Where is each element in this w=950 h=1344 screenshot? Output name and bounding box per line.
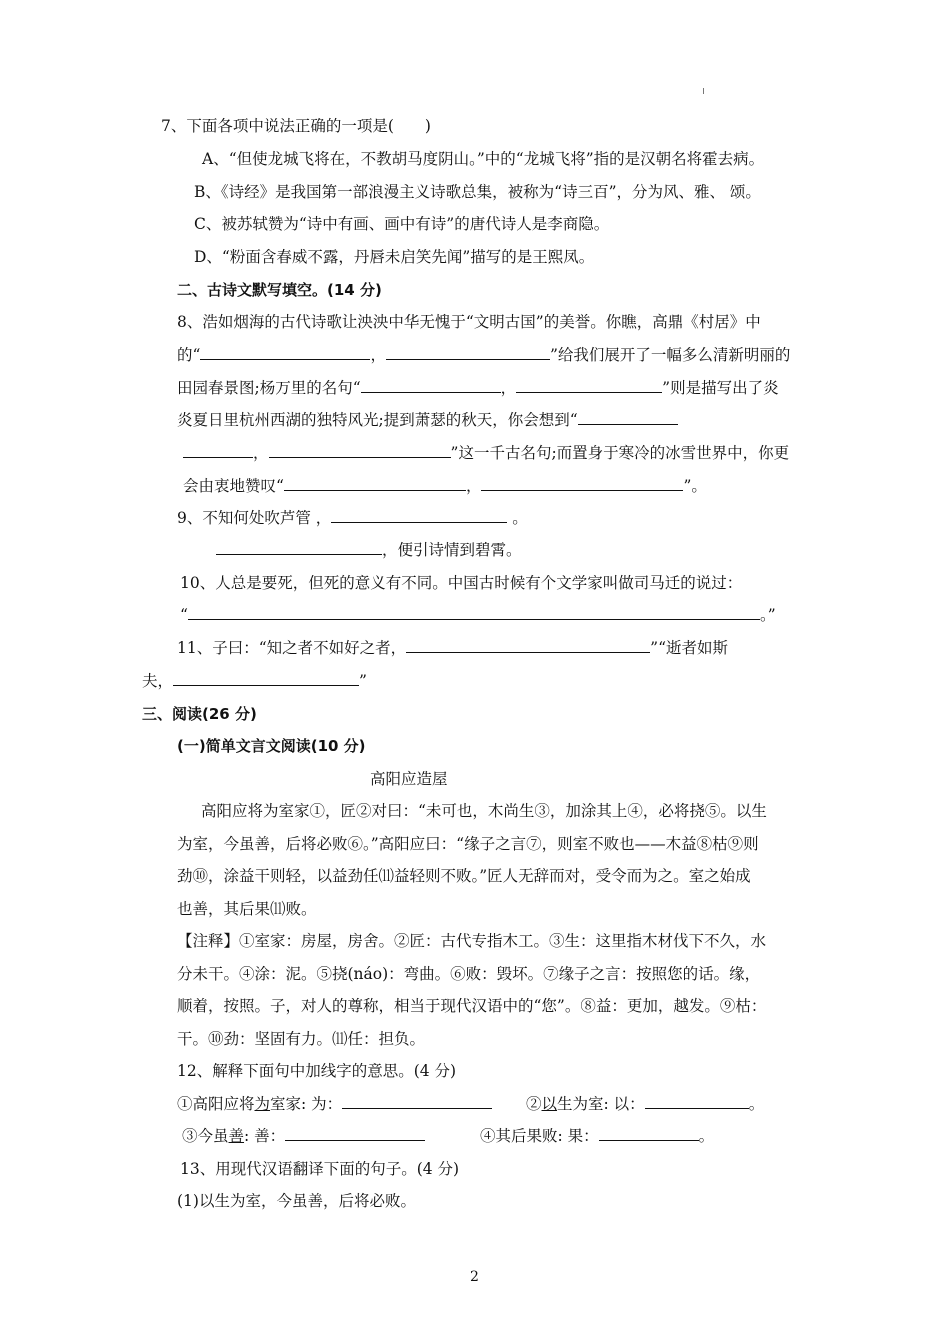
q8-line-4: 炎夏日里杭州西湖的独特风光;提到萧瑟的秋天，你会想到“ — [177, 409, 678, 431]
q12-blank-3[interactable] — [285, 1126, 425, 1141]
q12-blank-1[interactable] — [342, 1094, 492, 1109]
notes-line-2: 分未干。④涂：泥。⑤挠(náo)：弯曲。⑥败：毁坏。⑦缘子之言：按照您的话。缘， — [177, 965, 761, 983]
section-3-subtitle: (一)简单文言文阅读(10 分) — [177, 737, 366, 755]
q7-option-a: A、“但使龙城飞将在，不教胡马度阴山。”中的“龙城飞将”指的是汉朝名将霍去病。 — [202, 150, 765, 168]
q9-blank-1[interactable] — [331, 508, 507, 523]
q12-item-4: ④其后果败: 果： 。 — [480, 1127, 715, 1145]
q8-blank-6[interactable] — [269, 443, 451, 458]
passage-line-2: 为室，今虽善，后将必败⑥。”高阳应曰：“缘子之言⑦，则室不败也——木益⑧枯⑨则 — [177, 835, 759, 853]
q9-line-1: 9、不知何处吹芦管 ， 。 — [177, 509, 528, 527]
q12-blank-2[interactable] — [645, 1094, 749, 1109]
notes-line-4: 干。⑩劲：坚固有力。⑾任：担负。 — [177, 1030, 426, 1048]
q12-item-2: ②以生为室: 以： 。 — [526, 1095, 765, 1113]
notes-line-3: 顺着，按照。子，对人的尊称，相当于现代汉语中的“您”。⑧益：更加，越发。⑨枯： — [177, 997, 767, 1015]
q13-stem: 13、用现代汉语翻译下面的句子。(4 分) — [180, 1160, 460, 1178]
q8-blank-5b[interactable] — [183, 443, 253, 458]
q13-sentence-1: (1)以生为室，今虽善，后将必败。 — [177, 1192, 416, 1210]
q8-blank-2[interactable] — [386, 345, 550, 360]
passage-line-3: 劲⑩，涂益干则轻，以益劲任⑾益轻则不败。”匠人无辞而对，受令而为之。室之始成 — [177, 867, 751, 885]
q7-option-b: B、《诗经》是我国第一部浪漫主义诗歌总集，被称为“诗三百”，分为风、雅、 颂。 — [194, 183, 761, 201]
passage-line-4: 也善，其后果⑾败。 — [177, 900, 317, 918]
q8-blank-8[interactable] — [481, 476, 683, 491]
q10-line-1: 10、人总是要死，但死的意义有不同。中国古时候有个文学家叫做司马迁的说过： — [180, 574, 743, 592]
q8-blank-3[interactable] — [361, 378, 501, 393]
section-3-title: 三、阅读(26 分) — [142, 705, 257, 723]
passage-line-1: 高阳应将为室家①，匠②对曰：“未可也，木尚生③，加涂其上④，必将挠⑤。以生 — [201, 802, 767, 820]
section-2-title: 二、古诗文默写填空。(14 分) — [177, 281, 382, 299]
q8-blank-5a[interactable] — [578, 410, 678, 425]
header-mark — [703, 88, 704, 94]
page-number: 2 — [470, 1269, 479, 1285]
q7-option-d: D、“粉面含春威不露，丹唇未启笑先闻”描写的是王熙凤。 — [194, 248, 595, 266]
q12-blank-4[interactable] — [599, 1126, 699, 1141]
q8-line-6: 会由衷地赞叹“ ， ”。 — [183, 477, 707, 495]
q12-item-3: ③今虽善: 善： — [182, 1125, 425, 1147]
q12-item-1: ①高阳应将为室家: 为： — [177, 1093, 492, 1115]
passage-title: 高阳应造屋 — [370, 770, 448, 788]
q12-stem: 12、解释下面句中加线字的意思。(4 分) — [177, 1062, 457, 1080]
q8-blank-1[interactable] — [200, 345, 370, 360]
q10-blank[interactable] — [188, 605, 760, 620]
q8-line-3: 田园春景图;杨万里的名句“ ， ”则是描写出了炎 — [177, 379, 779, 397]
q11-line-1: 11、子曰：“知之者不如好之者， ”“逝者如斯 — [177, 639, 729, 657]
q8-blank-7[interactable] — [284, 476, 466, 491]
q8-line-5: ， ”这一千古名句;而置身于寒冷的冰雪世界中，你更 — [183, 442, 789, 464]
q7-stem: 7、下面各项中说法正确的一项是( ) — [161, 117, 431, 135]
q8-line-2: 的“ ， ”给我们展开了一幅多么清新明丽的 — [177, 346, 791, 364]
q11-blank-2[interactable] — [173, 671, 359, 686]
notes-line-1: 【注释】①室家：房屋，房舍。②匠：古代专指木工。③生：这里指木材伐下不久，水 — [177, 932, 767, 950]
q8-line-1: 8、浩如烟海的古代诗歌让泱泱中华无愧于“文明古国”的美誉。你瞧，高鼎《村居》中 — [177, 313, 761, 331]
q9-blank-2[interactable] — [216, 540, 382, 555]
q9-line-2: ，便引诗情到碧霄。 — [216, 539, 522, 561]
q10-line-2: “ 。” — [180, 606, 776, 624]
q11-blank-1[interactable] — [406, 638, 650, 653]
q11-line-2: 夫， ” — [142, 672, 367, 690]
q7-option-c: C、被苏轼赞为“诗中有画、画中有诗”的唐代诗人是李商隐。 — [194, 215, 610, 233]
q8-blank-4[interactable] — [516, 378, 662, 393]
